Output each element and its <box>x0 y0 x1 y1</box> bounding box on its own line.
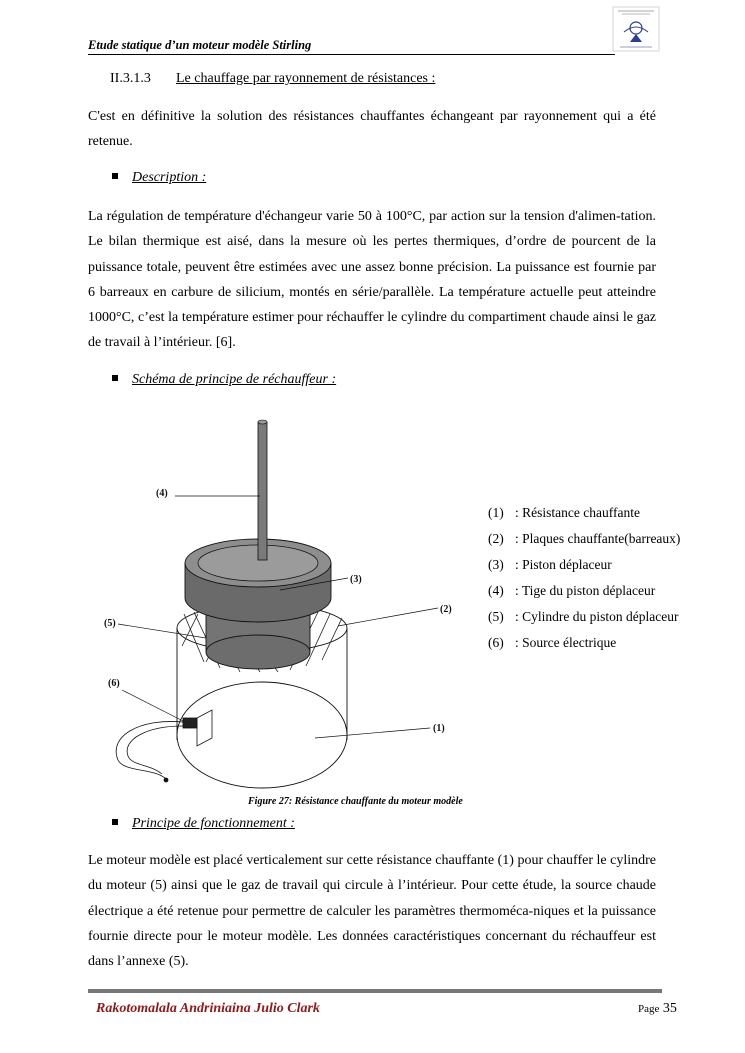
description-paragraph: La régulation de température d'échangeur varie 50 à 100°C, par action sur la tension d'alimen-tation. Le bilan thermique est aisé, dans la mesure où les pertes thermiques, d’ordre de pourcent de la puissance totale, peuvent être estimées avec une assez bonne précision. La puissance est fournie par 6 barreaux en carbure de silicium, montés en série/parallèle. La température actuelle peut atteindre 1000°C, c’est la température estimer pour réchauffer le cylindre du compartiment chaude ainsi le gaz de travail à l’intérieur. [6]. <box>88 209 656 351</box>
bullet-principe <box>112 816 295 832</box>
callout-5: (5) <box>104 618 116 629</box>
logo-icon <box>612 6 660 52</box>
bullet-square-icon <box>112 375 118 381</box>
bullet-schema <box>112 372 336 388</box>
header-title: Etude statique d’un moteur modèle Stirling <box>88 38 312 52</box>
legend-item: (3) : Piston déplaceur <box>488 557 612 572</box>
bullet-label: Schéma de principe de réchauffeur : <box>132 372 337 387</box>
section-title: Le chauffage par rayonnement de résistances : <box>176 71 436 86</box>
bullet-label: Principe de fonctionnement : <box>132 816 295 831</box>
section-heading <box>110 71 435 87</box>
legend-item: (1) : Résistance chauffante <box>488 505 640 520</box>
callout-1: (1) <box>433 723 445 734</box>
page-number: Page 35 <box>638 1001 677 1016</box>
intro-paragraph: C'est en définitive la solution des résistances chauffantes échangeant par rayonnement qui a été retenue. <box>88 109 656 150</box>
legend-item: (4) : Tige du piston déplaceur <box>488 583 656 598</box>
callout-2: (2) <box>440 604 452 615</box>
figure-caption: Figure 27: Résistance chauffante du moteur modèle <box>248 796 463 807</box>
bullet-description <box>112 170 206 186</box>
callout-6: (6) <box>108 678 120 689</box>
bullet-label: Description : <box>132 170 207 185</box>
footer-rule <box>88 989 662 993</box>
electrical-source <box>116 710 212 782</box>
callout-3: (3) <box>350 574 362 585</box>
bullet-square-icon <box>112 819 118 825</box>
legend-item: (5) : Cylindre du piston déplaceur <box>488 609 679 624</box>
piston-rod <box>258 420 267 560</box>
section-number: II.3.1.3 <box>110 71 151 86</box>
bullet-square-icon <box>112 173 118 179</box>
fonctionnement-paragraph: Le moteur modèle est placé verticalement sur cette résistance chauffante (1) pour chauffer le cylindre du moteur (5) ainsi que le gaz de travail qui circule à l’intérieur. Pour cette étude, la source chaude électrique a été retenue pour permettre de calculer les paramètres thermoméca-niques et la puissance fournie directe pour le moteur modèle. Les données caractéristiques concernant du réchauffeur est dans l’annexe (5). <box>88 853 656 970</box>
legend-item: (2) : Plaques chauffante(barreaux) <box>488 531 681 546</box>
legend-item: (6) : Source électrique <box>488 635 617 650</box>
callout-4: (4) <box>156 488 168 499</box>
header-rule <box>88 54 615 55</box>
footer-author: Rakotomalala Andriniaina Julio Clark <box>96 1001 320 1016</box>
heater-diagram <box>80 400 480 795</box>
figure-legend <box>488 504 680 660</box>
